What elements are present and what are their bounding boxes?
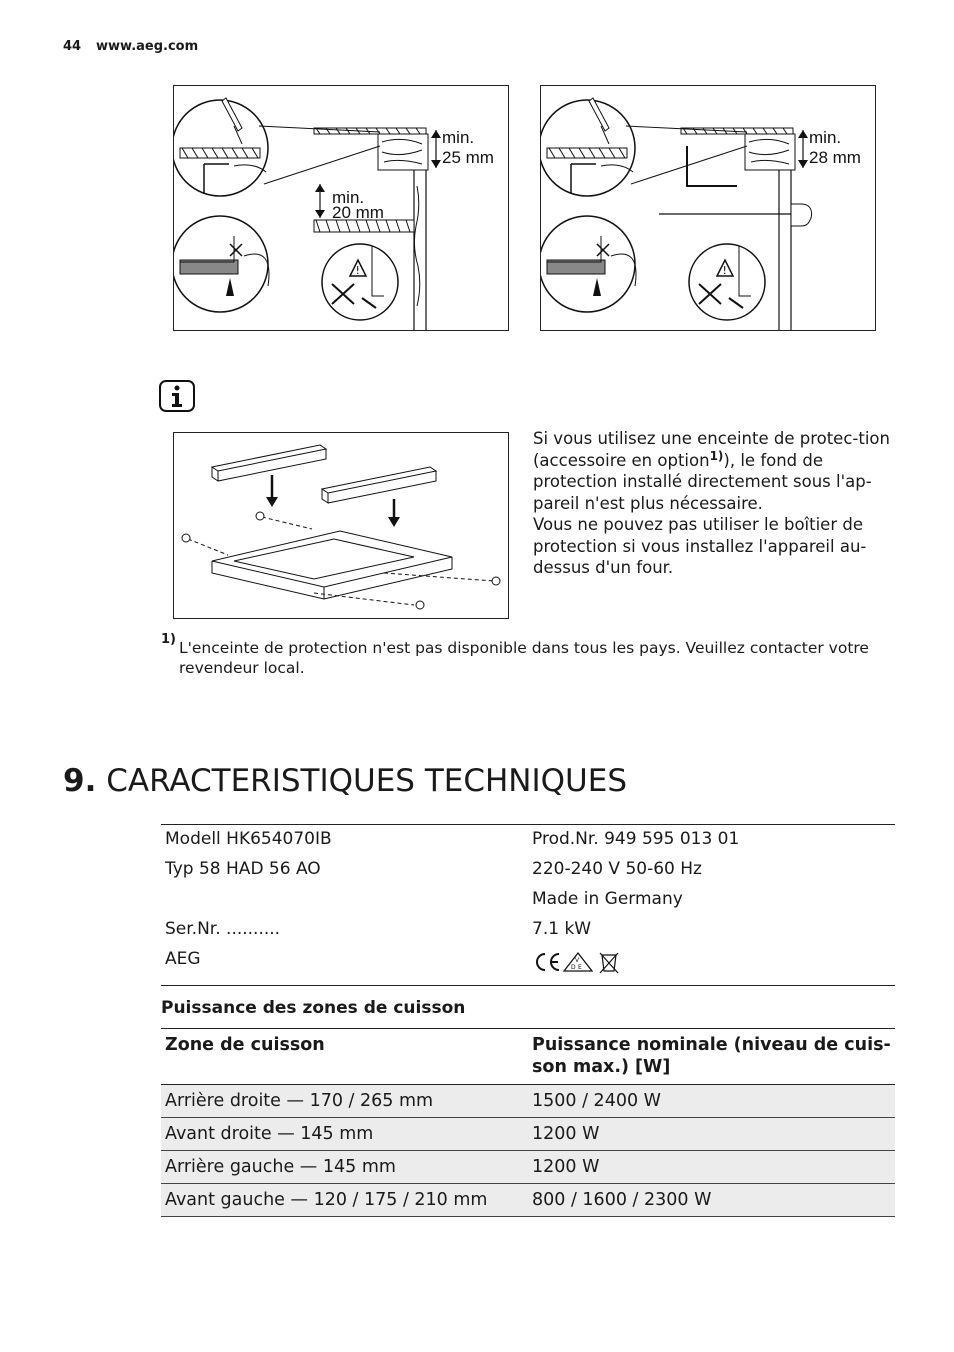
ce-mark-icon [537,954,559,970]
crossed-bin-icon [600,953,618,973]
info-note-text [533,428,893,579]
note-paragraph1-start: Si vous utilisez une enceinte de protec-tion (accessoire en option [533,429,890,470]
svg-text:!: ! [722,264,727,277]
table-cell: Avant gauche — 120 / 175 / 210 mm [161,1184,528,1217]
spec-cell: Prod.Nr. 949 595 013 01 [532,829,740,849]
table-cell: Arrière gauche — 145 mm [161,1151,528,1184]
section-number: 9. [63,763,97,799]
dim-top-value-right: 28 mm [809,148,861,167]
vde-mark-icon [564,953,592,971]
table-header-row [161,1029,895,1085]
spec-cell [161,889,528,919]
spec-cell: 220-240 V 50-60 Hz [532,859,702,879]
svg-text:D: D [571,964,576,971]
table-cell: 1200 W [528,1118,895,1151]
power-section-title: Puissance des zones de cuisson [161,998,466,1018]
dim-top-min: min. [442,128,475,147]
table-cell: 800 / 1600 / 2300 W [528,1184,895,1217]
spec-cell: Ser.Nr. .......... [165,919,281,939]
protection-box-figure [173,432,509,619]
dim-top-value: 25 mm [442,148,494,167]
page-number: 44 [63,39,82,54]
table-cell: Arrière droite — 170 / 265 mm [161,1085,528,1118]
installation-figure-right [540,85,876,331]
footnote-ref[interactable]: 1) [709,448,724,463]
table-cell: 1200 W [528,1151,895,1184]
note-paragraph1-end: ), le fond de protection installé directement sous l'ap-pareil n'est plus nécessaire. [533,450,872,513]
note-paragraph2: Vous ne pouvez pas utiliser le boîtier de protection si vous installez l'appareil au-dessus d'un four. [533,515,867,577]
dim-mid-min: min. [332,188,365,207]
dim-mid-value: 20 mm [332,203,384,222]
spec-cell: Typ 58 HAD 56 AO [165,859,321,879]
section-title [63,763,627,799]
table-row [161,1151,895,1184]
svg-text:E: E [578,964,582,971]
table-row [161,1085,895,1118]
table-cell: Avant droite — 145 mm [161,1118,528,1151]
spec-cell: 7.1 kW [532,919,592,939]
site-url: www.aeg.com [96,39,199,54]
rating-plate-table [161,824,895,986]
column-header: Zone de cuisson [161,1029,528,1085]
spec-cell: AEG [165,949,201,969]
table-cell: 1500 / 2400 W [528,1085,895,1118]
footnote-mark: 1) [161,632,176,647]
svg-text:V: V [575,957,580,964]
certification-marks [528,949,895,986]
cooking-zones-power-table [161,1028,895,1217]
info-icon [159,380,195,412]
svg-text:!: ! [355,264,360,277]
spec-cell: Made in Germany [532,889,683,909]
section-title-text: CARACTERISTIQUES TECHNIQUES [106,763,627,799]
dim-top-min-right: min. [809,128,842,147]
column-header: Puissance nominale (niveau de cuis-son max.) [W] [528,1029,895,1085]
spec-cell: Modell HK654070IB [165,829,332,849]
table-row [161,1118,895,1151]
table-row [161,1184,895,1217]
installation-figure-left [173,85,509,331]
footnote-text: L'enceinte de protection n'est pas disponible dans tous les pays. Veuillez contacter votre revendeur local. [179,639,869,677]
